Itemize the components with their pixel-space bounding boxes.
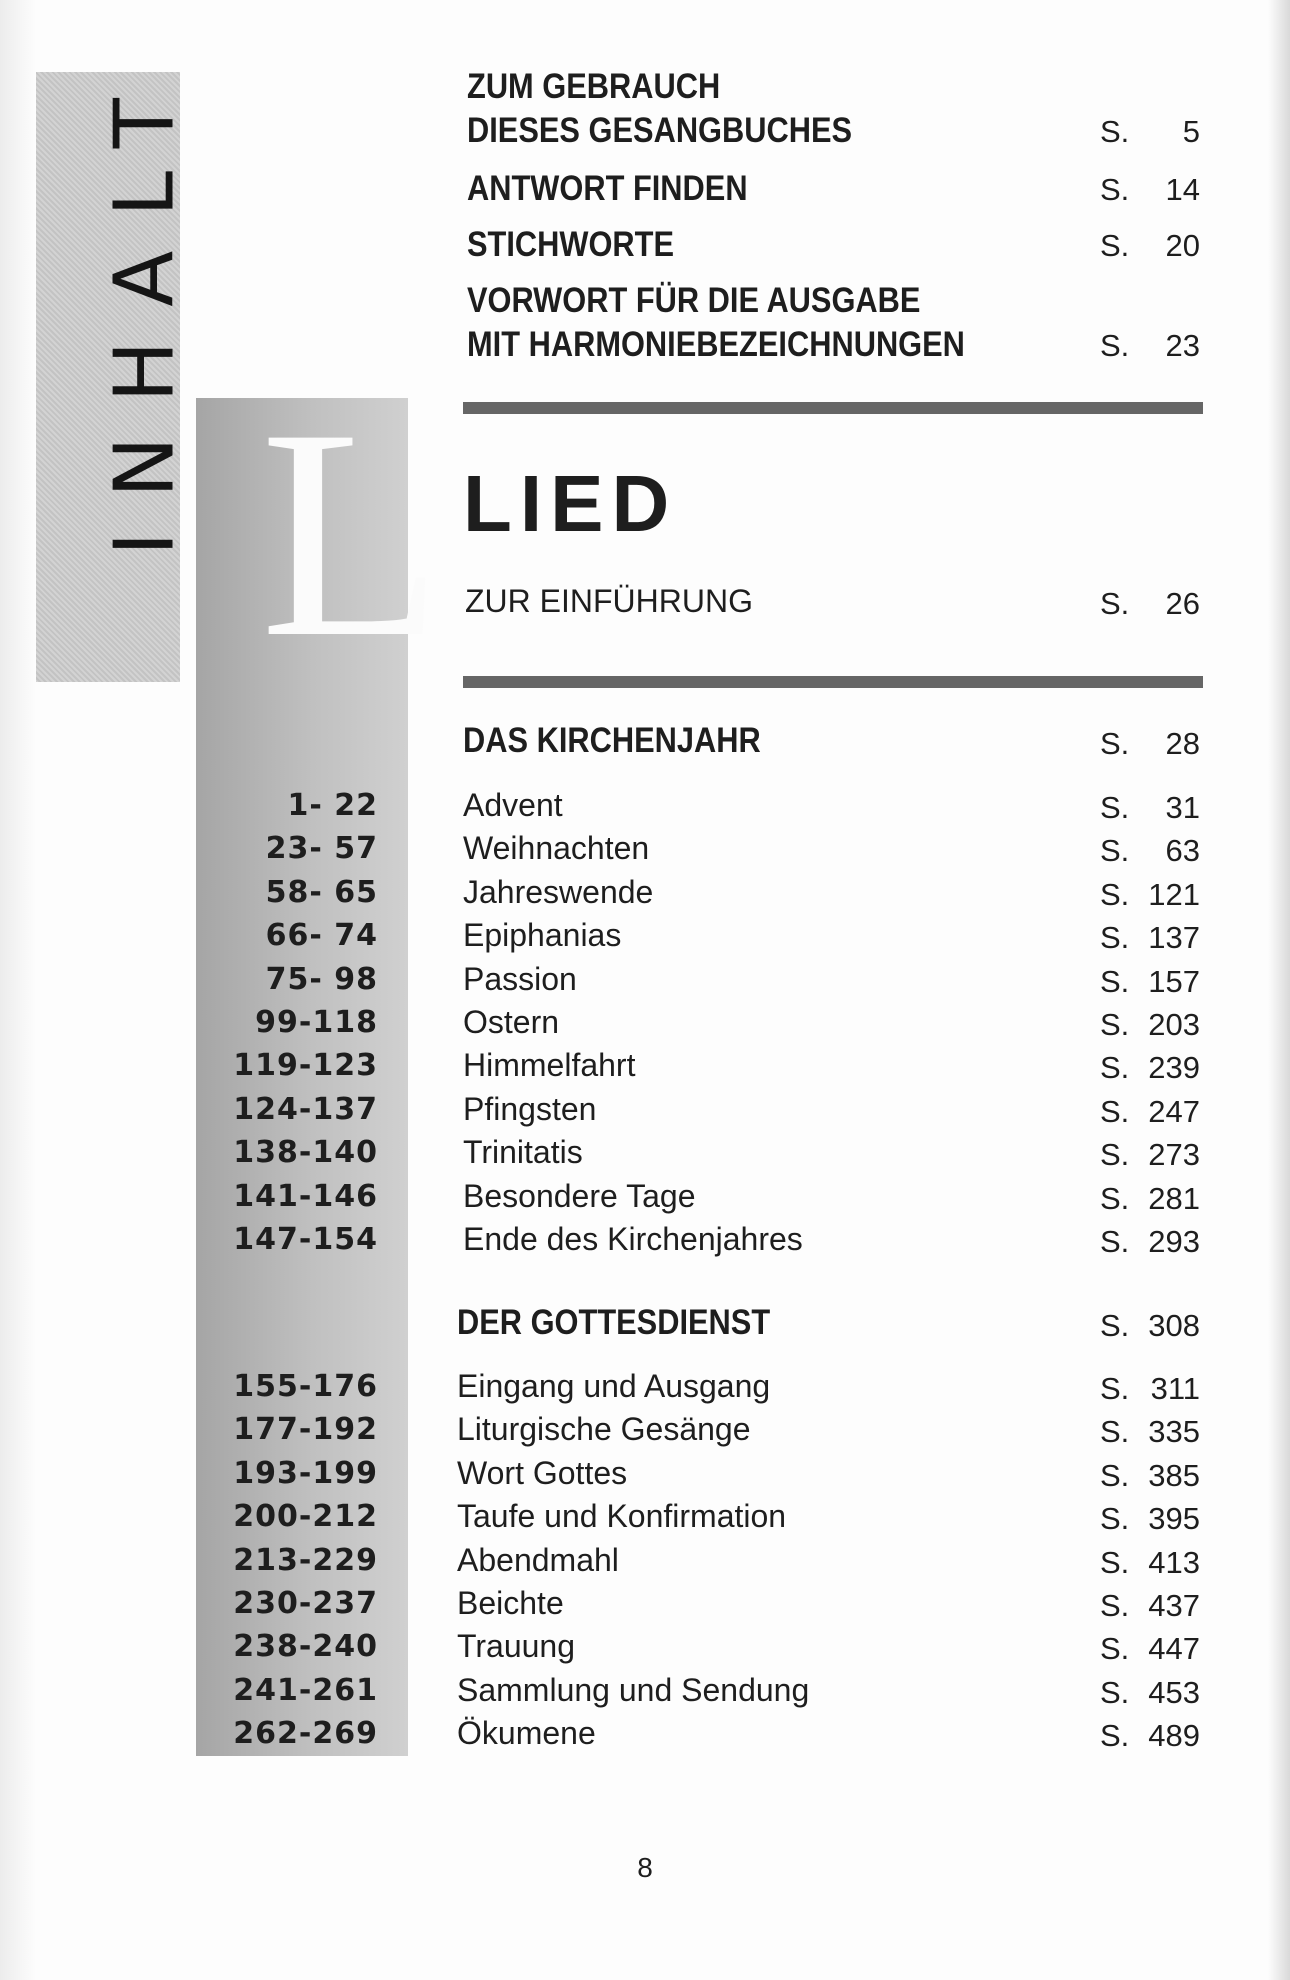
song-number-range: 119-123 bbox=[233, 1048, 378, 1084]
toc-item-label: Beichte bbox=[457, 1585, 564, 1621]
toc-item-label: Ökumene bbox=[457, 1715, 596, 1752]
section-heading-gottesdienst: DER GOTTESDIENST bbox=[457, 1303, 771, 1342]
toc-item-label: Abendmahl bbox=[457, 1541, 619, 1578]
toc-heading-vorwort-line1: VORWORT FÜR DIE AUSGABE bbox=[467, 281, 921, 320]
song-number-range: 262-269 bbox=[233, 1716, 378, 1752]
toc-heading-stichworte: STICHWORTE bbox=[467, 225, 675, 264]
song-number-range: 75- 98 bbox=[265, 961, 378, 997]
inhalt-label: INHALT bbox=[97, 64, 193, 556]
song-number-range: 99-118 bbox=[255, 1005, 378, 1040]
song-number-range: 141-146 bbox=[233, 1178, 378, 1214]
toc-item-label: Eingang und Ausgang bbox=[457, 1368, 771, 1404]
divider-rule bbox=[463, 676, 1203, 688]
toc-item-label: Besondere Tage bbox=[463, 1177, 696, 1214]
song-number-range: 241-261 bbox=[233, 1672, 378, 1708]
song-number-range: 177-192 bbox=[233, 1412, 378, 1448]
song-number-range: 155-176 bbox=[233, 1369, 378, 1404]
toc-heading-vorwort-line2: MIT HARMONIEBEZEICHNUNGEN bbox=[467, 325, 965, 364]
section-heading-kirchenjahr: DAS KIRCHENJAHR bbox=[463, 721, 761, 760]
decorative-letter-l: L bbox=[260, 367, 444, 699]
song-number-range: 58- 65 bbox=[265, 874, 378, 910]
toc-heading-gebrauch-line1: ZUM GEBRAUCH bbox=[467, 67, 721, 106]
section-title-lied: LIED bbox=[463, 459, 678, 548]
toc-item-label: Weihnachten bbox=[463, 830, 650, 867]
toc-item-label: Liturgische Gesänge bbox=[457, 1411, 751, 1448]
toc-item-label: Trauung bbox=[457, 1628, 575, 1665]
toc-item-label: Passion bbox=[463, 960, 577, 997]
page-right-edge bbox=[1268, 0, 1290, 1980]
toc-item-label: Ende des Kirchenjahres bbox=[463, 1221, 803, 1257]
song-number-range: 238-240 bbox=[233, 1629, 378, 1665]
page-number: 8 bbox=[637, 1852, 653, 1883]
song-number-range: 1- 22 bbox=[287, 788, 378, 823]
divider-rule bbox=[463, 402, 1203, 414]
toc-item-label: Advent bbox=[463, 787, 563, 823]
toc-heading-antwort-finden: ANTWORT FINDEN bbox=[467, 169, 748, 208]
toc-item-label: Wort Gottes bbox=[457, 1454, 628, 1491]
toc-item-label: Himmelfahrt bbox=[463, 1047, 636, 1084]
song-number-range: 124-137 bbox=[233, 1091, 378, 1127]
song-number-range: 230-237 bbox=[233, 1586, 378, 1621]
song-number-range: 200-212 bbox=[233, 1499, 378, 1535]
song-number-range: 193-199 bbox=[233, 1455, 378, 1491]
song-number-range: 147-154 bbox=[233, 1222, 378, 1257]
song-number-range: 23- 57 bbox=[265, 831, 378, 867]
toc-item-label: Epiphanias bbox=[463, 917, 622, 954]
song-number-range: 138-140 bbox=[233, 1135, 378, 1171]
toc-item-label: Trinitatis bbox=[463, 1134, 583, 1171]
song-number-range: 213-229 bbox=[233, 1542, 378, 1578]
toc-heading-gebrauch-line2: DIESES GESANGBUCHES bbox=[467, 111, 853, 150]
page-left-edge bbox=[0, 0, 36, 1980]
song-number-range: 66- 74 bbox=[265, 918, 378, 954]
toc-item-label: Pfingsten bbox=[463, 1090, 597, 1127]
toc-item-label: Sammlung und Sendung bbox=[457, 1671, 810, 1708]
toc-item-label: Ostern bbox=[463, 1004, 560, 1040]
toc-item-label: Jahreswende bbox=[463, 873, 654, 910]
toc-item-zur-einfuehrung: ZUR EINFÜHRUNG bbox=[465, 583, 753, 619]
toc-item-label: Taufe und Konfirmation bbox=[457, 1498, 787, 1535]
